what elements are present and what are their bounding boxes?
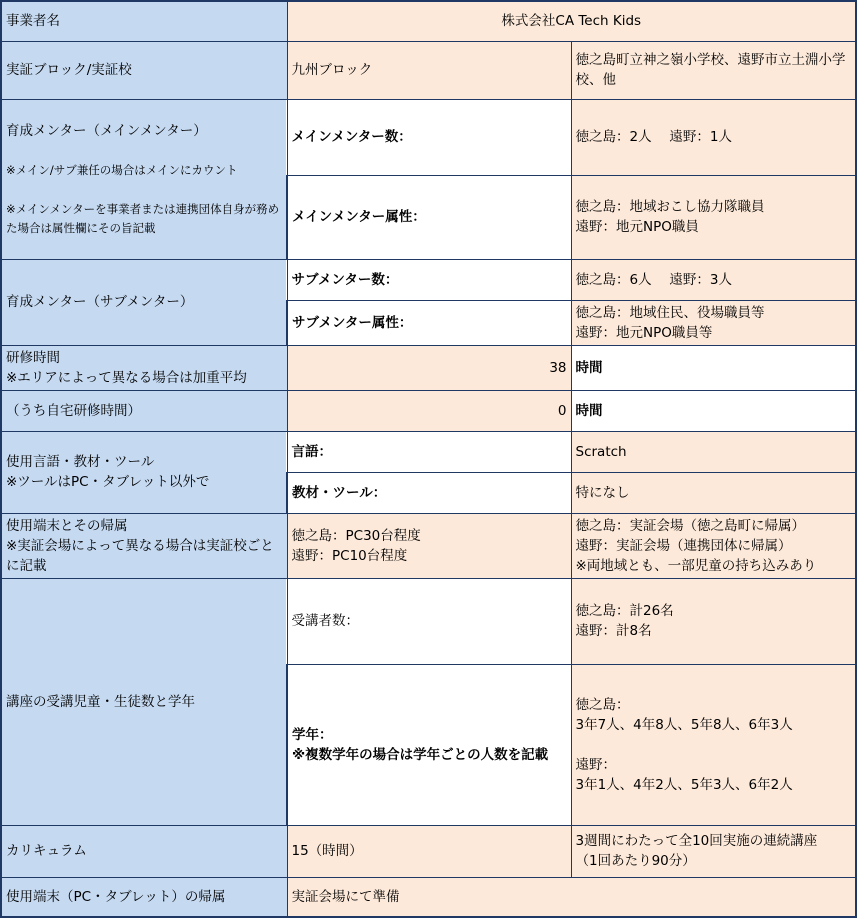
operator-value: 株式会社CA Tech Kids [287,1,856,41]
main-mentor-attr-value: 徳之島：地域おこし協力隊職員 遠野：地元NPO職員 [571,175,856,259]
curriculum-detail: 3週間にわたって全10回実施の連続講座 （1回あたり90分） [571,825,856,877]
language-key: 言語： [287,431,571,472]
sub-mentor-count-label: サブメンター数： [287,259,571,300]
device-label: 使用端末とその帰属 ※実証会場によって異なる場合は実証校ごとに記載 [1,513,287,578]
row-home-training [1,390,856,431]
student-grade-label: 学年： ※複数学年の場合は学年ごとの人数を記載 [287,664,571,825]
language-label: 使用言語・教材・ツール ※ツールはPC・タブレット以外で [1,431,287,513]
material-key: 教材・ツール： [287,472,571,513]
material-value: 特になし [571,472,856,513]
block-label: 実証ブロック/実証校 [1,41,287,99]
device-belong: 徳之島：実証会場（徳之島町に帰属） 遠野：実証会場（連携団体に帰属） ※両地域とも、一部児童の持ち込みあり [571,513,856,578]
students-label: 講座の受講児童・生徒数と学年 [1,578,287,825]
device-count: 徳之島：PC30台程度 遠野：PC10台程度 [287,513,571,578]
home-training-unit: 時間 [571,390,856,431]
main-mentor-attr-label: メインメンター属性： [287,175,571,259]
block-value: 九州ブロック [287,41,571,99]
curriculum-hours: 15（時間） [287,825,571,877]
sub-mentor-label: 育成メンター（サブメンター） [1,259,287,345]
row-main-mentor-count [1,99,856,175]
main-mentor-note-2: ※メインメンターを事業者または連携団体自身が務めた場合は属性欄にその旨記載 [6,201,280,235]
language-value: Scratch [571,431,856,472]
row-student-count [1,578,856,664]
main-mentor-note-1: ※メイン/サブ兼任の場合はメインにカウント [6,162,238,177]
student-grade-value: 徳之島： 3年7人、4年8人、5年8人、6年3人 遠野： 3年1人、4年2人、5年3人、6年2人 [571,664,856,825]
main-mentor-count-value: 徳之島：2人 遠野：1人 [571,99,856,175]
device-belong-value: 実証会場にて準備 [287,877,856,917]
row-device-belong [1,877,856,917]
row-sub-mentor-count [1,259,856,300]
row-device [1,513,856,578]
curriculum-label: カリキュラム [1,825,287,877]
row-operator [1,1,856,41]
training-hours-label: 研修時間 ※エリアによって異なる場合は加重平均 [1,345,287,390]
sub-mentor-count-value: 徳之島：6人 遠野：3人 [571,259,856,300]
main-mentor-count-label: メインメンター数： [287,99,571,175]
student-count-value: 徳之島：計26名 遠野：計8名 [571,578,856,664]
home-training-label: （うち自宅研修時間） [1,390,287,431]
device-belong-label: 使用端末（PC・タブレット）の帰属 [1,877,287,917]
row-block [1,41,856,99]
training-hours-unit: 時間 [571,345,856,390]
home-training-value: 0 [287,390,571,431]
schools-value: 徳之島町立神之嶺小学校、遠野市立土淵小学校、他 [571,41,856,99]
training-hours-value: 38 [287,345,571,390]
main-mentor-label: 育成メンター（メインメンター） [6,122,207,139]
row-language [1,431,856,472]
sub-mentor-attr-value: 徳之島：地域住民、役場職員等 遠野：地元NPO職員等 [571,300,856,345]
operator-label: 事業者名 [1,1,287,41]
main-mentor-label-cell [1,99,287,259]
row-training-hours [1,345,856,390]
sub-mentor-attr-label: サブメンター属性： [287,300,571,345]
student-count-label: 受講者数： [287,578,571,664]
row-curriculum [1,825,856,877]
